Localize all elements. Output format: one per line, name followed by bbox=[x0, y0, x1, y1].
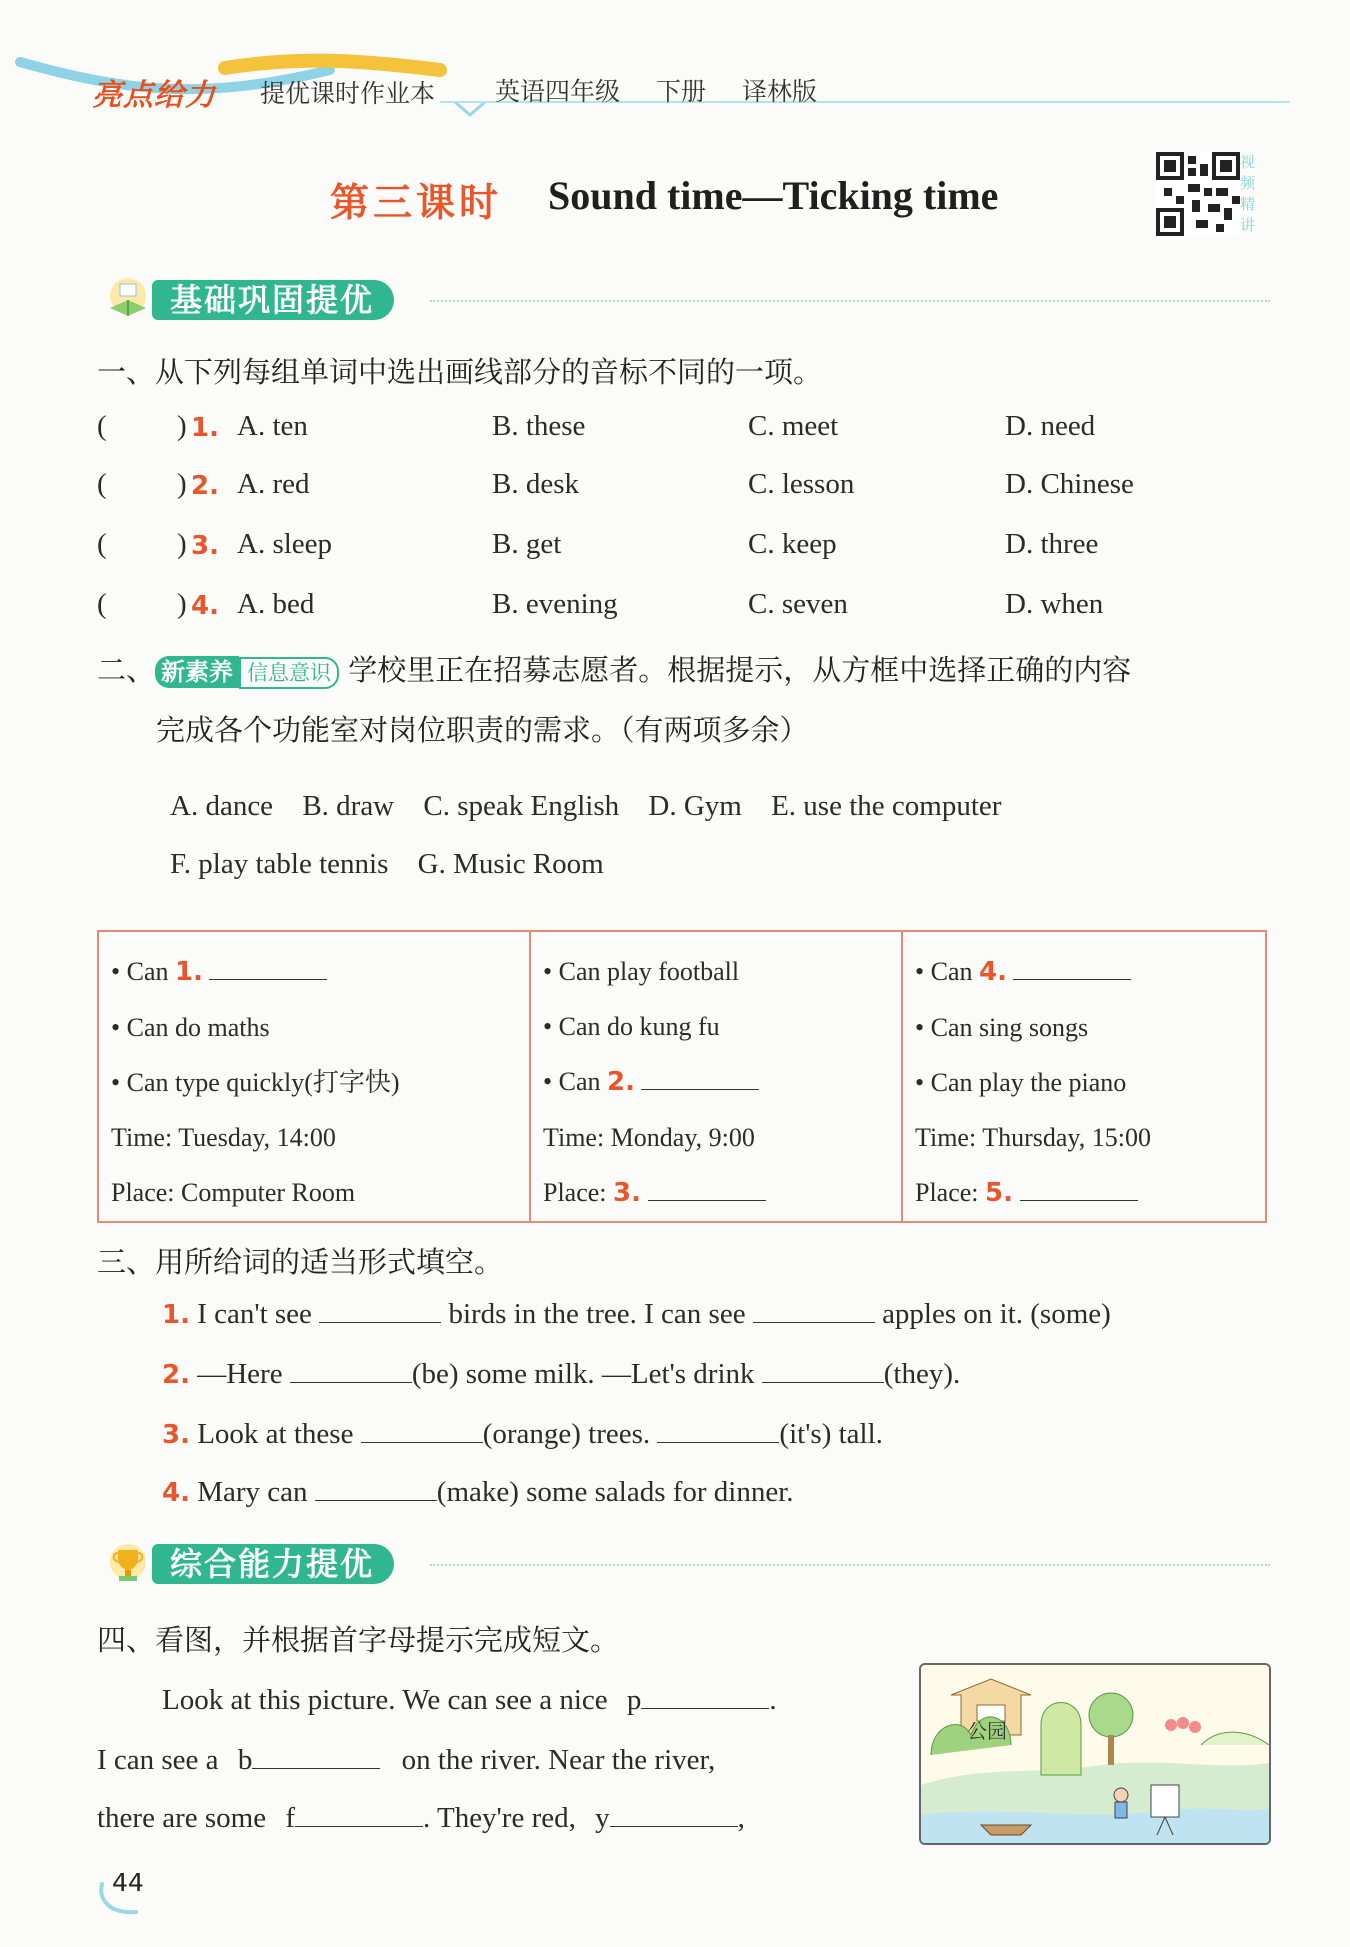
answer-blank[interactable] bbox=[610, 1826, 738, 1827]
question-number: 3. bbox=[191, 531, 219, 561]
question-number: 1. bbox=[191, 413, 219, 443]
volume: 下册 bbox=[655, 77, 706, 106]
q1-row: ( ) 3. A. sleep B. get C. keep D. three bbox=[97, 528, 1099, 561]
answer-bracket[interactable]: ( bbox=[97, 410, 107, 442]
q1-row: ( ) 1. A. ten B. these C. meet D. need bbox=[97, 410, 1096, 443]
fill-item: 1. I can't see birds in the tree. I can see apples on it. (some) bbox=[162, 1298, 1111, 1330]
option-d: D. Chinese bbox=[1005, 468, 1134, 500]
blank-number: 4. bbox=[978, 957, 1007, 987]
section-title-advanced: 综合能力提优 bbox=[152, 1544, 394, 1584]
banner-divider bbox=[430, 1564, 1270, 1566]
answer-blank[interactable] bbox=[361, 1442, 483, 1443]
book-info bbox=[495, 72, 845, 108]
job-card-2: • Can play football • Can do kung fu • Can 2. Time: Monday, 9:00 Place: 3. bbox=[530, 931, 902, 1222]
question-number: 2. bbox=[162, 1360, 190, 1390]
choice-item: E. use the computer bbox=[771, 790, 1002, 822]
series-name: 提优课时作业本 bbox=[260, 79, 436, 108]
tag-new-literacy: 新素养 bbox=[155, 656, 239, 688]
choice-item: D. Gym bbox=[648, 790, 742, 822]
letter-hint: y bbox=[595, 1802, 610, 1834]
answer-blank[interactable] bbox=[641, 1089, 759, 1090]
blank-number: 5. bbox=[985, 1178, 1013, 1208]
subject: 英语四年级 bbox=[495, 77, 621, 106]
passage-line: I can see a b on the river. Near the river, bbox=[97, 1744, 716, 1776]
blank-number: 3. bbox=[613, 1178, 641, 1208]
qr-caption: 视频精讲 bbox=[1240, 153, 1256, 234]
answer-bracket[interactable]: ( bbox=[97, 588, 107, 620]
trophy-icon bbox=[102, 1540, 152, 1588]
option-b: B. these bbox=[492, 410, 586, 442]
q1-heading: 一、从下列每组单词中选出画线部分的音标不同的一项。 bbox=[97, 355, 823, 389]
answer-blank[interactable] bbox=[209, 979, 327, 980]
q1-row: ( ) 2. A. red B. desk C. lesson D. Chinese bbox=[97, 468, 1134, 501]
option-a: A. bed bbox=[237, 588, 315, 620]
question-number: 4. bbox=[191, 591, 219, 621]
answer-blank[interactable] bbox=[657, 1442, 779, 1443]
answer-blank[interactable] bbox=[648, 1200, 766, 1201]
question-number: 1. bbox=[162, 1300, 190, 1330]
qr-code-icon bbox=[1156, 152, 1240, 236]
option-b: B. desk bbox=[492, 468, 579, 500]
choice-item: A. dance bbox=[170, 790, 274, 822]
option-c: C. lesson bbox=[748, 468, 855, 500]
section-banner-basic bbox=[100, 278, 1270, 322]
option-d: D. need bbox=[1005, 410, 1096, 442]
answer-blank[interactable] bbox=[762, 1382, 884, 1383]
choice-box-row bbox=[170, 848, 626, 881]
question-number: 3. bbox=[162, 1420, 190, 1450]
blank-number: 1. bbox=[174, 957, 203, 987]
answer-bracket[interactable]: ( bbox=[97, 468, 107, 500]
passage-line: there are some f . They're red, y , bbox=[97, 1802, 745, 1834]
q4-heading: 四、看图，并根据首字母提示完成短文。 bbox=[97, 1623, 620, 1657]
park-scene-icon bbox=[921, 1665, 1269, 1843]
park-illustration bbox=[919, 1663, 1271, 1845]
option-d: D. when bbox=[1005, 588, 1104, 620]
question-number: 4. bbox=[162, 1478, 190, 1508]
q1-row: ( ) 4. A. bed B. evening C. seven D. when bbox=[97, 588, 1104, 621]
edition: 译林版 bbox=[741, 77, 817, 106]
answer-blank[interactable] bbox=[1020, 1200, 1138, 1201]
fill-item: 3. Look at these (orange) trees. (it's) tall. bbox=[162, 1418, 883, 1450]
option-b: B. get bbox=[492, 528, 562, 560]
letter-hint: f bbox=[285, 1802, 295, 1834]
option-a: A. red bbox=[237, 468, 310, 500]
question-number: 2. bbox=[191, 471, 219, 501]
answer-blank[interactable] bbox=[295, 1826, 423, 1827]
option-c: C. seven bbox=[748, 588, 848, 620]
job-card-computer-room: • Can 1. • Can do maths • Can type quickly(打字快) Time: Tuesday, 14:00 Place: Computer Room bbox=[98, 931, 530, 1222]
fill-item: 4. Mary can (make) some salads for dinner. bbox=[162, 1476, 794, 1508]
choice-box-row bbox=[170, 790, 1023, 823]
unit-title: Sound time—Ticking time bbox=[548, 173, 999, 218]
fill-item: 2. —Here (be) some milk. —Let's drink (they). bbox=[162, 1358, 961, 1390]
letter-hint: p bbox=[626, 1684, 642, 1716]
option-b: B. evening bbox=[492, 588, 618, 620]
q2-heading: 二、 新素养 信息意识 学校里正在招募志愿者。根据提示，从方框中选择正确的内容 bbox=[97, 653, 1132, 687]
q3-heading: 三、用所给词的适当形式填空。 bbox=[97, 1245, 504, 1279]
section-banner-advanced bbox=[100, 1542, 1270, 1586]
answer-blank[interactable] bbox=[315, 1500, 437, 1501]
lesson-title: 第三课时 bbox=[330, 180, 503, 226]
job-card-3: • Can 4. • Can sing songs • Can play the piano Time: Thursday, 15:00 Place: 5. bbox=[902, 931, 1266, 1222]
q2-heading-line2: 完成各个功能室对岗位职责的需求。（有两项多余） bbox=[156, 713, 809, 747]
section-title-basic: 基础巩固提优 bbox=[152, 280, 394, 320]
option-a: A. sleep bbox=[237, 528, 333, 560]
answer-blank[interactable] bbox=[753, 1322, 875, 1323]
blank-number: 2. bbox=[606, 1067, 635, 1097]
option-d: D. three bbox=[1005, 528, 1099, 560]
banner-divider bbox=[430, 300, 1270, 302]
volunteer-table bbox=[97, 930, 1267, 1223]
answer-blank[interactable] bbox=[1013, 979, 1131, 980]
option-c: C. meet bbox=[748, 410, 839, 442]
passage-line: Look at this picture. We can see a nice p . bbox=[162, 1684, 777, 1716]
answer-bracket[interactable]: ( bbox=[97, 528, 107, 560]
brand-logo: 亮点给力 bbox=[92, 78, 216, 113]
park-sign: 公园 bbox=[967, 1719, 1007, 1743]
answer-blank[interactable] bbox=[290, 1382, 412, 1383]
answer-blank[interactable] bbox=[319, 1322, 441, 1323]
choice-item: G. Music Room bbox=[417, 848, 604, 880]
choice-item: B. draw bbox=[302, 790, 395, 822]
q2-heading-text: 学校里正在招募志愿者。根据提示，从方框中选择正确的内容 bbox=[348, 653, 1132, 687]
choice-item: F. play table tennis bbox=[170, 848, 389, 880]
option-c: C. keep bbox=[748, 528, 837, 560]
book-sun-icon bbox=[100, 274, 154, 324]
page-number: 44 bbox=[112, 1868, 144, 1897]
choice-item: C. speak English bbox=[423, 790, 620, 822]
answer-blank[interactable] bbox=[641, 1708, 769, 1709]
option-a: A. ten bbox=[237, 410, 308, 442]
letter-hint: b bbox=[237, 1744, 253, 1776]
answer-blank[interactable] bbox=[252, 1768, 380, 1769]
tag-info-awareness: 信息意识 bbox=[239, 657, 339, 689]
